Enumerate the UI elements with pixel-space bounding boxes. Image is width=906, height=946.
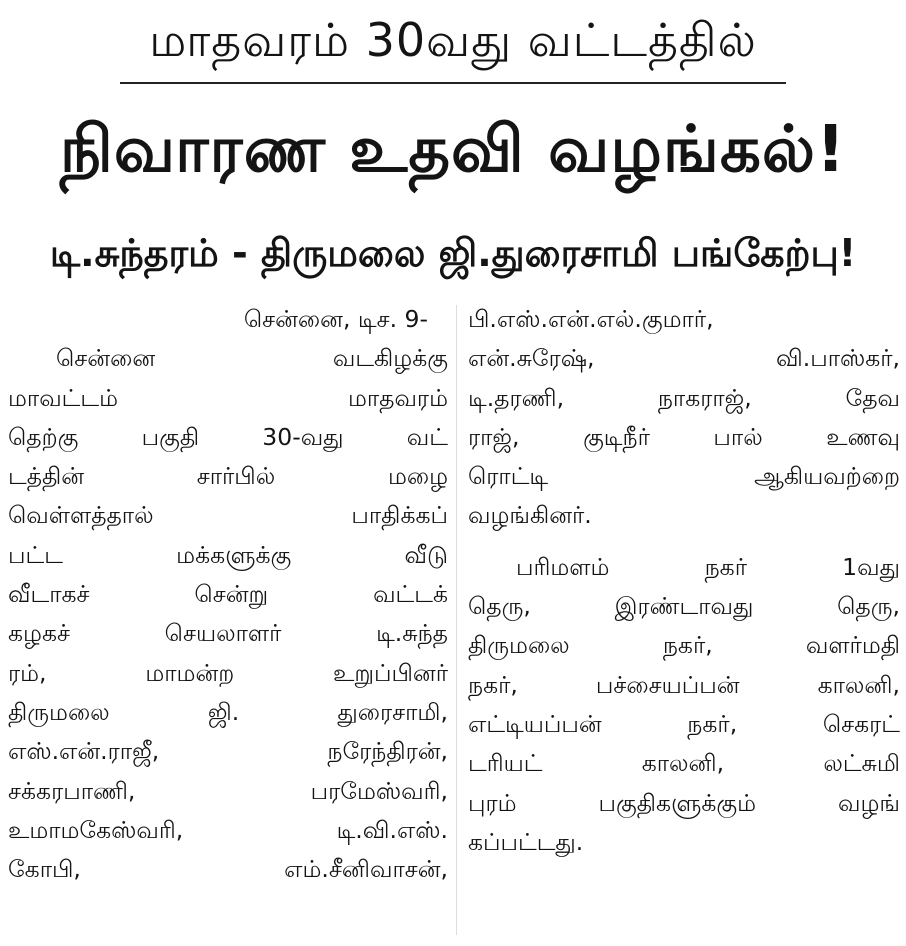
body-line: என்.சுரேஷ், வி.பாஸ்கர்,: [468, 344, 900, 373]
body-line: கோபி, எம்.சீனிவாசன்,: [8, 855, 448, 884]
body-line: உமாமகேஸ்வரி, டி.வி.எஸ்.: [8, 815, 448, 844]
body-line: கழகச் செயலாளர் டி.சுந்த: [8, 619, 448, 648]
body-line: ரொட்டி ஆகியவற்றை: [468, 462, 900, 491]
body-line: எஸ்.என்.ராஜீ, நரேந்திரன்,: [8, 737, 448, 766]
body-line: எட்டியப்பன் நகர், செகரட்: [468, 709, 900, 738]
body-line: பரிமளம் நகர் 1வது: [516, 552, 900, 581]
body-line: தெரு, இரண்டாவது தெரு,: [468, 592, 900, 621]
body-line: திருமலை நகர், வளர்மதி: [468, 631, 900, 660]
body-line: நகர், பச்சையப்பன் காலனி,: [468, 670, 900, 699]
body-line: திருமலை ஜி. துரைசாமி,: [8, 697, 448, 726]
body-line: சக்கரபாணி, பரமேஸ்வரி,: [8, 776, 448, 805]
article-column-left: [8, 300, 448, 940]
body-line: வெள்ளத்தால் பாதிக்கப்: [8, 501, 448, 530]
body-line: ரம், மாமன்ற உறுப்பினர்: [8, 658, 448, 687]
body-line: வீடாகச் சென்று வட்டக்: [8, 580, 448, 609]
body-line: மாவட்டம் மாதவரம்: [8, 383, 448, 412]
body-line: பட்ட மக்களுக்கு வீடு: [8, 540, 448, 569]
subheadline: டி.சுந்தரம் - திருமலை ஜி.துரைசாமி பங்கேற்பு!: [49, 231, 857, 275]
body-line: சென்னை வடகிழக்கு: [56, 344, 448, 373]
body-line: புரம் பகுதிகளுக்கும் வழங்: [468, 788, 900, 817]
body-line: வழங்கினர்.: [468, 501, 592, 530]
kicker-heading: மாதவரம் 30வது வட்டத்தில்: [149, 13, 757, 67]
column-divider: [456, 305, 457, 935]
body-line: டத்தின் சார்பில் மழை: [8, 462, 448, 491]
body-line: தெற்கு பகுதி 30-வது வட்: [8, 422, 448, 451]
article-column-right: [468, 300, 900, 940]
body-line: பி.எஸ்.என்.எல்.குமார்,: [468, 305, 714, 333]
dateline: சென்னை, டிச. 9-: [243, 305, 428, 333]
heading-rule: [120, 82, 786, 84]
body-line: டி.தரணி, நாகராஜ், தேவ: [468, 383, 900, 412]
headline: நிவாரண உதவி வழங்கல்!: [59, 113, 847, 187]
body-line: டரியட் காலனி, லட்சுமி: [468, 749, 900, 778]
body-line: கப்பட்டது.: [468, 827, 584, 856]
body-line: ராஜ், குடிநீர் பால் உணவு: [468, 422, 900, 451]
